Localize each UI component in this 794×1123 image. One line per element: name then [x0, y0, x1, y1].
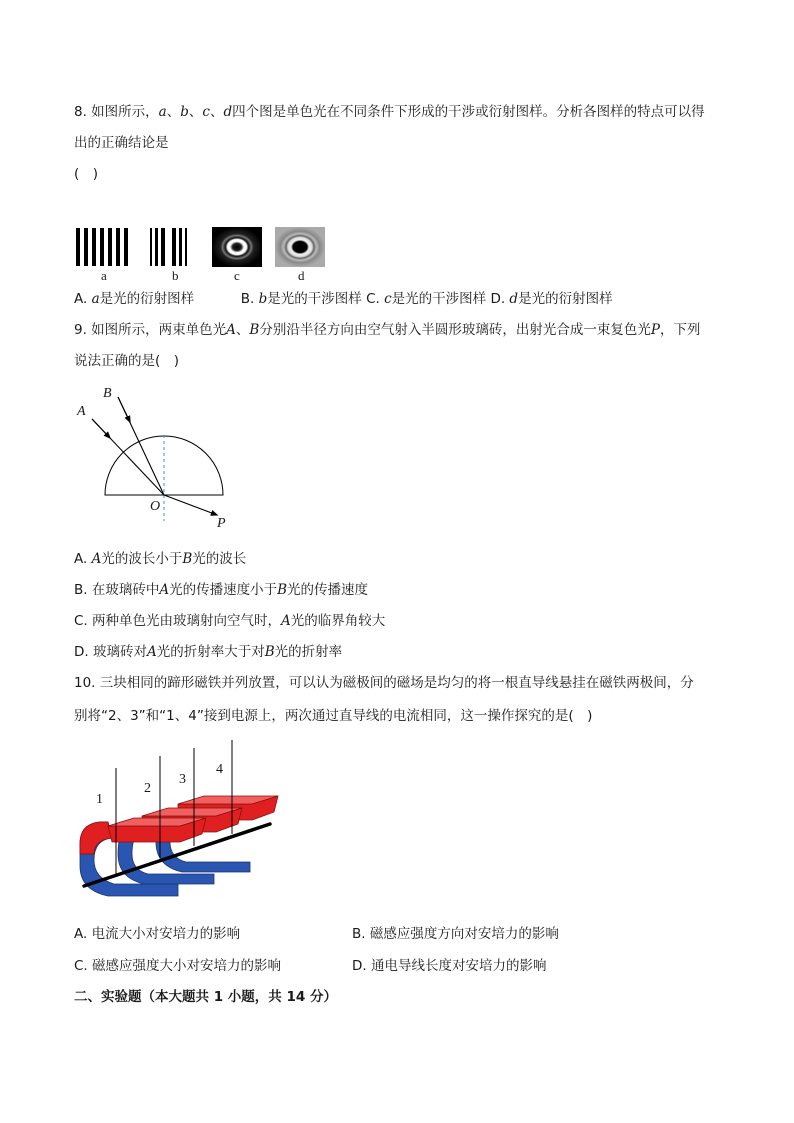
q8-pattern-c	[212, 227, 262, 267]
q10-stem-line2: 别将“2、3”和“1、4”接到电源上，两次通过直导线的电流相同，这一操作探究的是( )	[74, 708, 593, 724]
q10-label-3: 3	[179, 772, 186, 787]
q9-option-a[interactable]: A. A光的波长小于B光的波长	[74, 551, 247, 567]
q8-label-d: d	[298, 268, 305, 283]
q9-option-d[interactable]: D. 玻璃砖对A光的折射率大于对B光的折射率	[74, 644, 343, 660]
q10-option-b[interactable]: B. 磁感应强度方向对安培力的影响	[352, 926, 559, 942]
q10-label-4: 4	[216, 762, 223, 777]
q8-stem-line1: 8. 如图所示，a、b、c、d四个图是单色光在不同条件下形成的干涉或衍射图样。分析各图样的特点可以得	[74, 104, 705, 120]
q9-stem-line2: 说法正确的是( )	[74, 353, 180, 369]
q9-label-a: A	[77, 404, 86, 419]
q9-label-p: P	[217, 516, 226, 531]
q8-figure	[74, 226, 324, 270]
q10-stem-line1: 10. 三块相同的蹄形磁铁并列放置，可以认为磁极间的磁场是均匀的将一根直导线悬挂在磁铁两极间，分	[74, 675, 694, 691]
q8-pattern-d	[275, 227, 325, 267]
q8-label-b: b	[172, 268, 179, 283]
q9-ray-a-arrow	[92, 419, 110, 438]
q8-stem-line2: 出的正确结论是	[74, 135, 169, 151]
q8-pattern-a	[76, 228, 128, 266]
q9-option-c[interactable]: C. 两种单色光由玻璃射向空气时，A光的临界角较大	[74, 613, 386, 629]
q9-stem-line1: 9. 如图所示，两束单色光A、B分别沿半径方向由空气射入半圆形玻璃砖，出射光合成一束复色光P，下列	[74, 322, 701, 338]
q9-ray-p	[164, 495, 217, 515]
q8-option-c[interactable]: C. c是光的干涉图样	[366, 291, 487, 307]
q9-label-b: B	[103, 386, 112, 401]
q9-option-b[interactable]: B. 在玻璃砖中A光的传播速度小于B光的传播速度	[74, 582, 369, 598]
q9-label-o: O	[150, 499, 161, 514]
q8-options	[74, 289, 613, 309]
q8-label-a: a	[101, 268, 107, 283]
q10-figure	[74, 738, 289, 898]
q8-option-d[interactable]: D. d是光的衍射图样	[490, 291, 613, 307]
section2-title: 二、实验题（本大题共 1 小题，共 14 分）	[74, 989, 337, 1005]
q10-label-2: 2	[144, 781, 151, 796]
q10-option-c[interactable]: C. 磁感应强度大小对安培力的影响	[74, 958, 282, 974]
q8-option-a[interactable]: A. a是光的衍射图样	[74, 291, 195, 307]
q10-option-d[interactable]: D. 通电导线长度对安培力的影响	[352, 958, 547, 974]
q10-label-1: 1	[96, 792, 103, 807]
q8-answer-paren: ( )	[74, 166, 99, 182]
q10-option-a[interactable]: A. 电流大小对安培力的影响	[74, 926, 241, 942]
q8-pattern-b	[150, 228, 187, 266]
q9-ray-b-arrow	[118, 397, 130, 422]
q9-figure	[74, 385, 254, 535]
q8-option-b[interactable]: B. b是光的干涉图样	[240, 291, 362, 307]
q8-label-c: c	[234, 268, 240, 283]
